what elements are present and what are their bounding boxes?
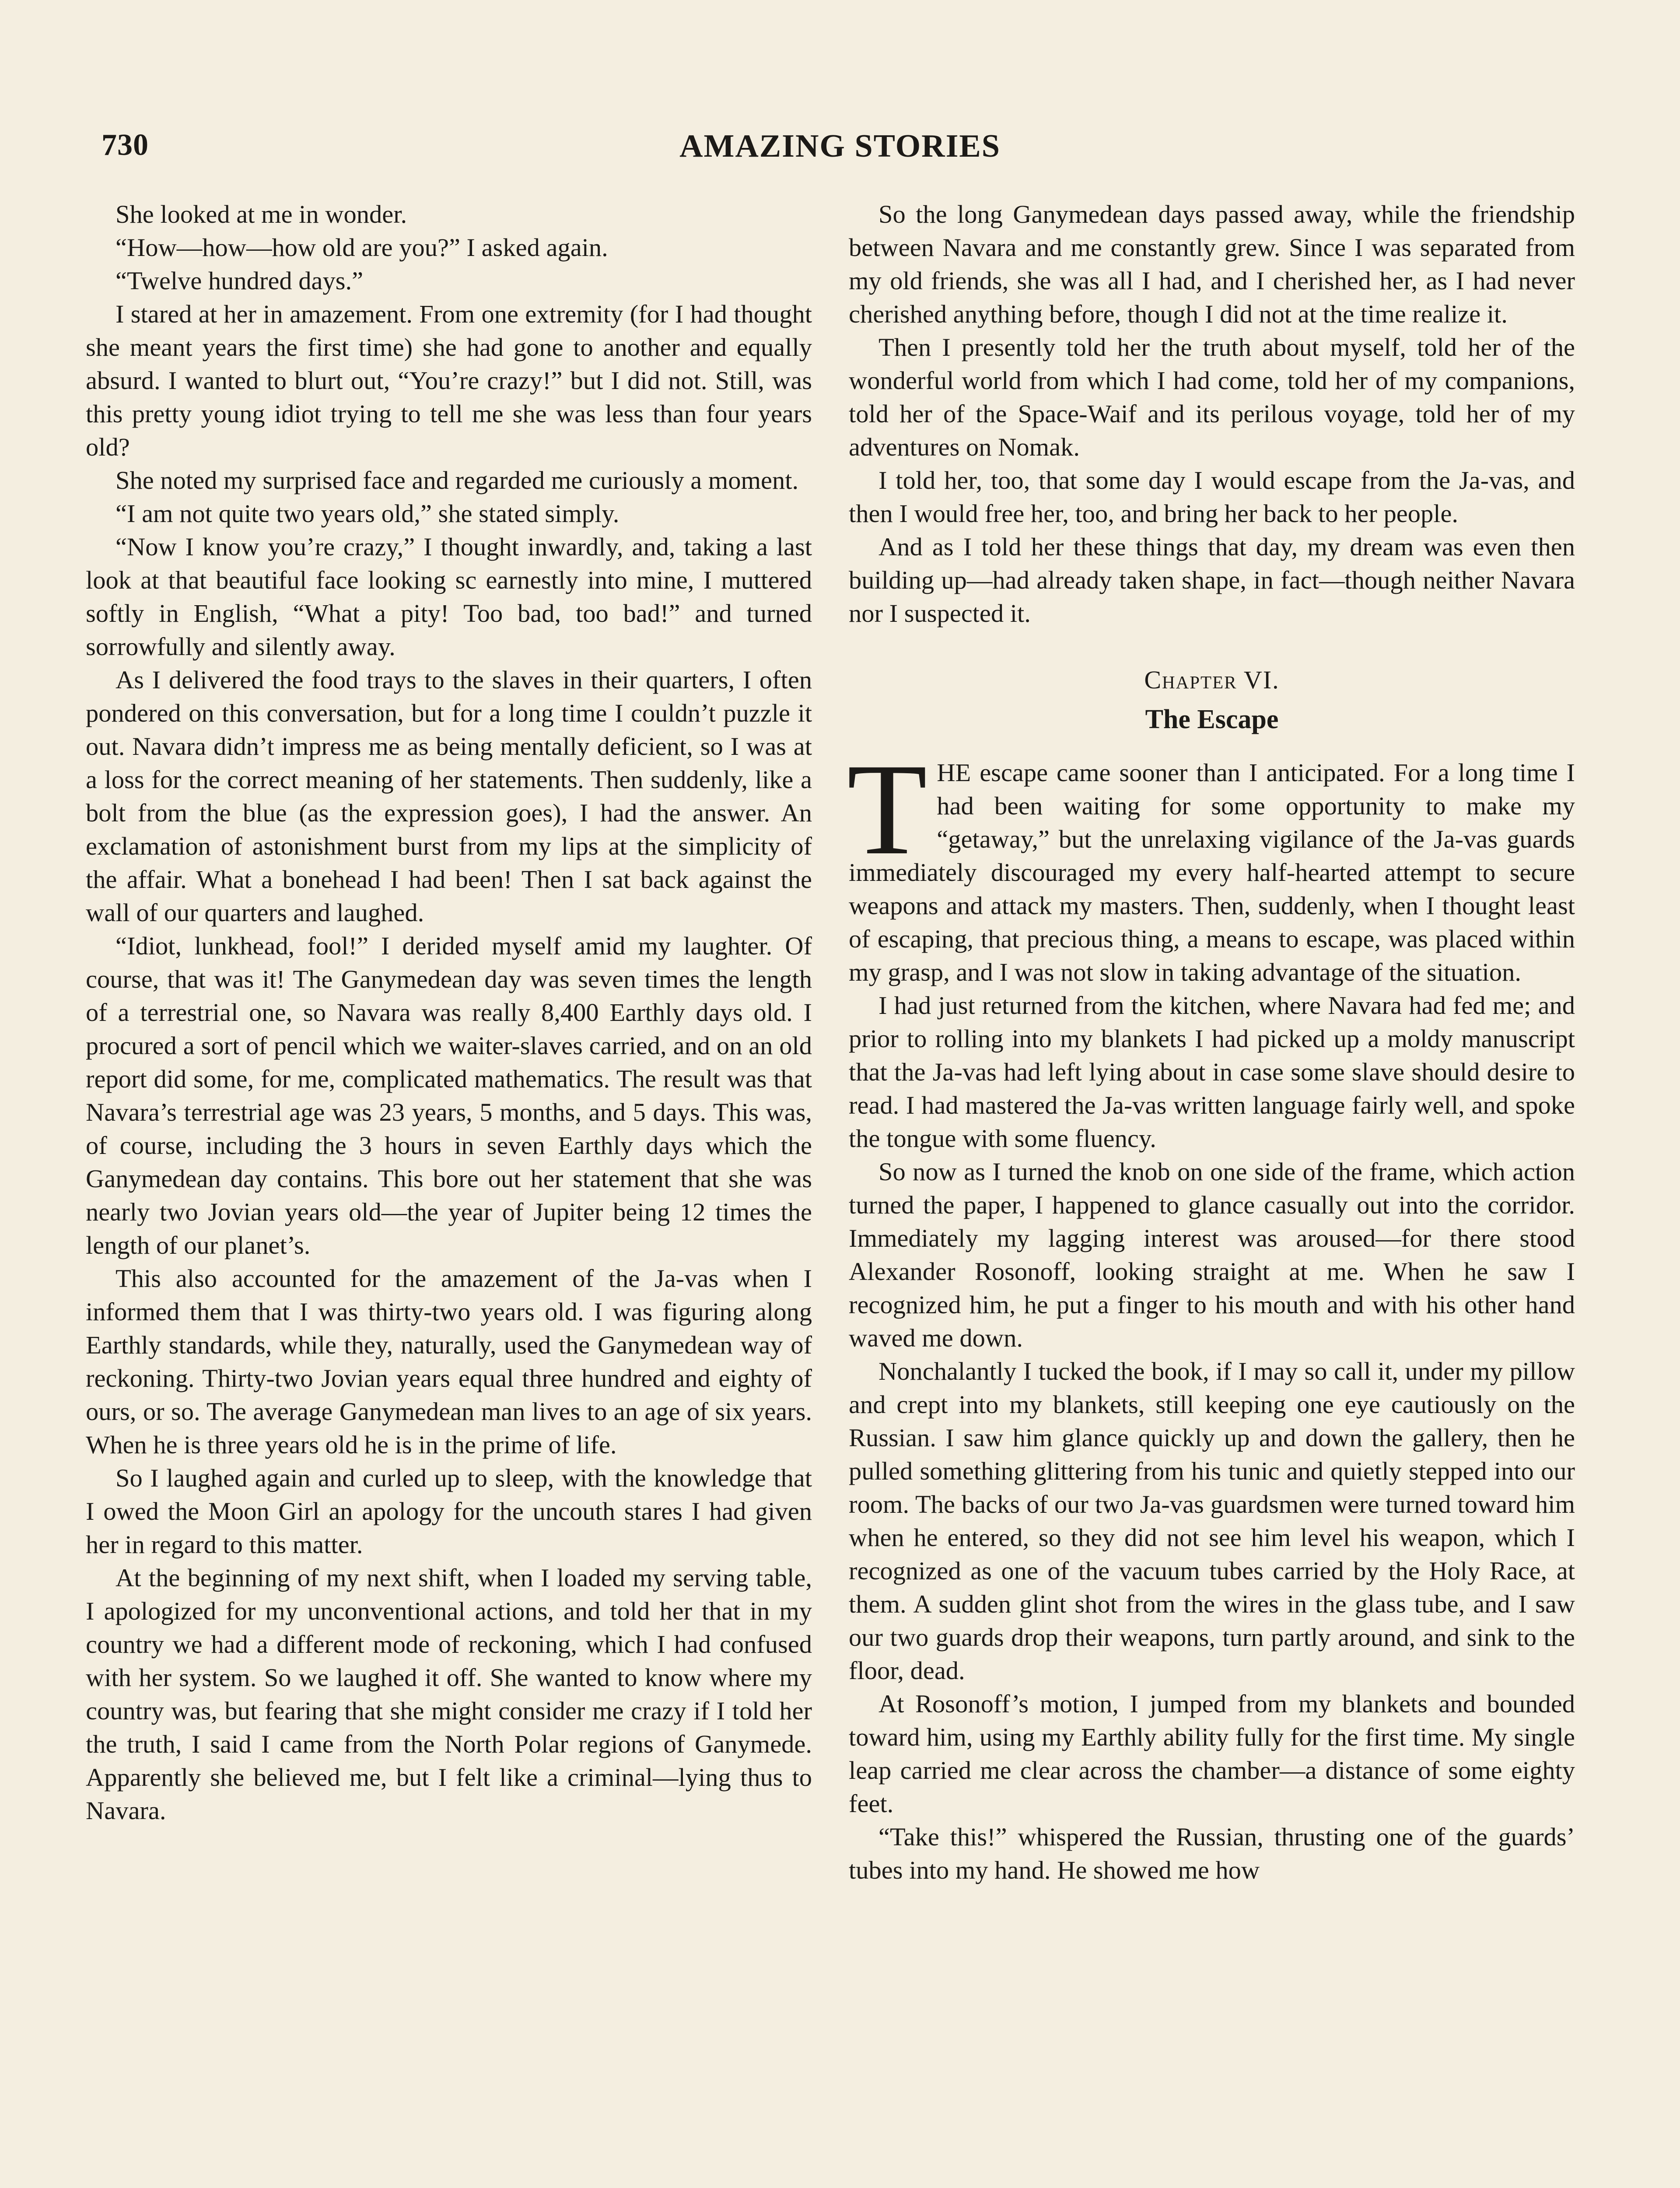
paragraph: This also accounted for the amazement of the Ja-vas when I informed them that I was thirty-two years old. I was figuring along Earthly standards, while they, naturally, used the Ganymedean way of reckoning. Thirty-two Jovian years equal three hundred and eighty of ours, or so. The average Ganymedean man lives to an age of six years. When he is three years old he is in the prime of life. <box>86 1264 812 1459</box>
paragraph: I told her, too, that some day I would escape from the Ja-vas, and then I would free her, too, and bring her back to her people. <box>849 466 1575 528</box>
right-column <box>849 198 1575 1887</box>
paragraph: At Rosonoff’s motion, I jumped from my blankets and bounded toward him, using my Earthly ability fully for the first time. My single leap carried me clear across the chamber—a distance of some eighty feet. <box>849 1690 1575 1818</box>
paragraph: “Now I know you’re crazy,” I thought inwardly, and, taking a last look at that beautiful face looking sc earnestly into mine, I muttered softly in English, “What a pity! Too bad, too bad!” and turned sorrowfully and silently away. <box>86 533 812 661</box>
chapter-title: The Escape <box>1145 705 1279 734</box>
opening-text: HE escape came sooner than I anticipated. For a long time I had been waiting for some opportunity to make my “getaway,” but the unrelaxing vigilance of the Ja-vas guards immediately discouraged my every half-hearted attempt to secure weapons and attack my masters. Then, suddenly, when I thought least of escaping, that precious thing, a means to escape, was placed within my grasp, and I was not slow in taking advantage of the situation. <box>849 758 1575 986</box>
paragraph: “Take this!” whispered the Russian, thrusting one of the guards’ tubes into my hand. He showed me how <box>849 1823 1575 1884</box>
paragraph: So now as I turned the knob on one side of the frame, which action turned the paper, I happened to glance casually out into the corridor. Immediately my lagging interest was aroused—for there stood Alexander Rosonoff, looking straight at me. When he saw I recognized him, he put a finger to his mouth and with his other hand waved me down. <box>849 1157 1575 1352</box>
chapter-opening-paragraph <box>847 736 1575 989</box>
paragraph: Then I presently told her the truth about myself, told her of the wonderful world from which I had come, told her of my companions, told her of the Space-Waif and its perilous voyage, told her of my adventures on Nomak. <box>849 333 1575 461</box>
paragraph: “How—how—how old are you?” I asked again. <box>116 233 608 262</box>
paragraph: I stared at her in amazement. From one extremity (for I had thought she meant years the first time) she had gone to another and equally absurd. I wanted to blurt out, “You’re crazy!” but I did not. Still, was this pretty young idiot trying to tell me she was less than four years old? <box>86 300 812 461</box>
paragraph: “Idiot, lunkhead, fool!” I derided myself amid my laughter. Of course, that was it! The Ganymedean day was seven times the length of a terrestrial one, so Navara was really 8,400 Earthly days old. I procured a sort of pencil which we waiter-slaves carried, and on an old report did some, for me, complicated mathematics. The result was that Navara’s terrestrial age was 23 years, 5 months, and 5 days. This was, of course, including the 3 hours in seven Earthly days which the Ganymedean day contains. This bore out her statement that she was nearly two Jovian years old—the year of Jupiter being 12 times the length of our planet’s. <box>86 932 812 1259</box>
paragraph: At the beginning of my next shift, when I loaded my serving table, I apologized for my unconventional actions, and told her that in my country we had a different mode of reckoning, which I had confused with her system. So we laughed it off. She wanted to know where my country was, but fearing that she might consider me crazy if I told her the truth, I said I came from the North Polar regions of Ganymede. Apparently she believed me, but I felt like a criminal—lying thus to Navara. <box>86 1564 812 1825</box>
paragraph: As I delivered the food trays to the slaves in their quarters, I often pondered on this conversation, but for a long time I couldn’t puzzle it out. Navara didn’t impress me as being mentally deficient, so I was at a loss for the correct meaning of her statements. Then suddenly, like a bolt from the blue (as the expression goes), I had the answer. An exclamation of astonishment burst from my lips at the simplicity of the affair. What a bonehead I had been! Then I sat back against the wall of our quarters and laughed. <box>86 666 812 927</box>
page-number: 730 <box>102 128 149 162</box>
paragraph: So the long Ganymedean days passed away, while the friendship between Navara and me constantly grew. Since I was separated from my old friends, she was all I had, and I cherished her, as I had never cherished anything before, though I did not at the time realize it. <box>849 200 1575 328</box>
drop-cap: T <box>847 736 928 882</box>
magazine-title: AMAZING STORIES <box>679 128 1001 164</box>
left-column <box>86 198 812 1827</box>
page-header <box>96 128 1584 176</box>
paragraph: So I laughed again and curled up to sleep, with the knowledge that I owed the Moon Girl an apology for the uncouth stares I had given her in regard to this matter. <box>86 1464 812 1559</box>
paragraph: “I am not quite two years old,” she stated simply. <box>116 499 620 528</box>
paragraph: I had just returned from the kitchen, where Navara had fed me; and prior to rolling into my blankets I had picked up a moldy manuscript that the Ja-vas had left lying about in case some slave should desire to read. I had mastered the Ja-vas written language fairly well, and spoke the tongue with some fluency. <box>849 991 1575 1153</box>
paragraph: Nonchalantly I tucked the book, if I may so call it, under my pillow and crept into my blankets, still keeping one eye cautiously on the Russian. I saw him glance quickly up and down the gallery, then he pulled something glittering from his tunic and quietly stepped into our room. The backs of our two Ja-vas guardsmen were turned toward him when he entered, so they did not see him level his weapon, which I recognized as one of the vacuum tubes carried by the Holy Race, at them. A sudden glint shot from the wires in the glass tube, and I saw our two guards drop their weapons, turn partly around, and sink to the floor, dead. <box>849 1357 1575 1685</box>
chapter-number: Chapter VI. <box>1144 666 1280 694</box>
paragraph: And as I told her these things that day, my dream was even then building up—had already taken shape, in fact—though neither Navara nor I suspected it. <box>849 533 1575 628</box>
paragraph: She noted my surprised face and regarded me curiously a moment. <box>116 466 799 494</box>
paragraph: She looked at me in wonder. <box>116 200 407 228</box>
paragraph: “Twelve hundred days.” <box>116 266 364 295</box>
